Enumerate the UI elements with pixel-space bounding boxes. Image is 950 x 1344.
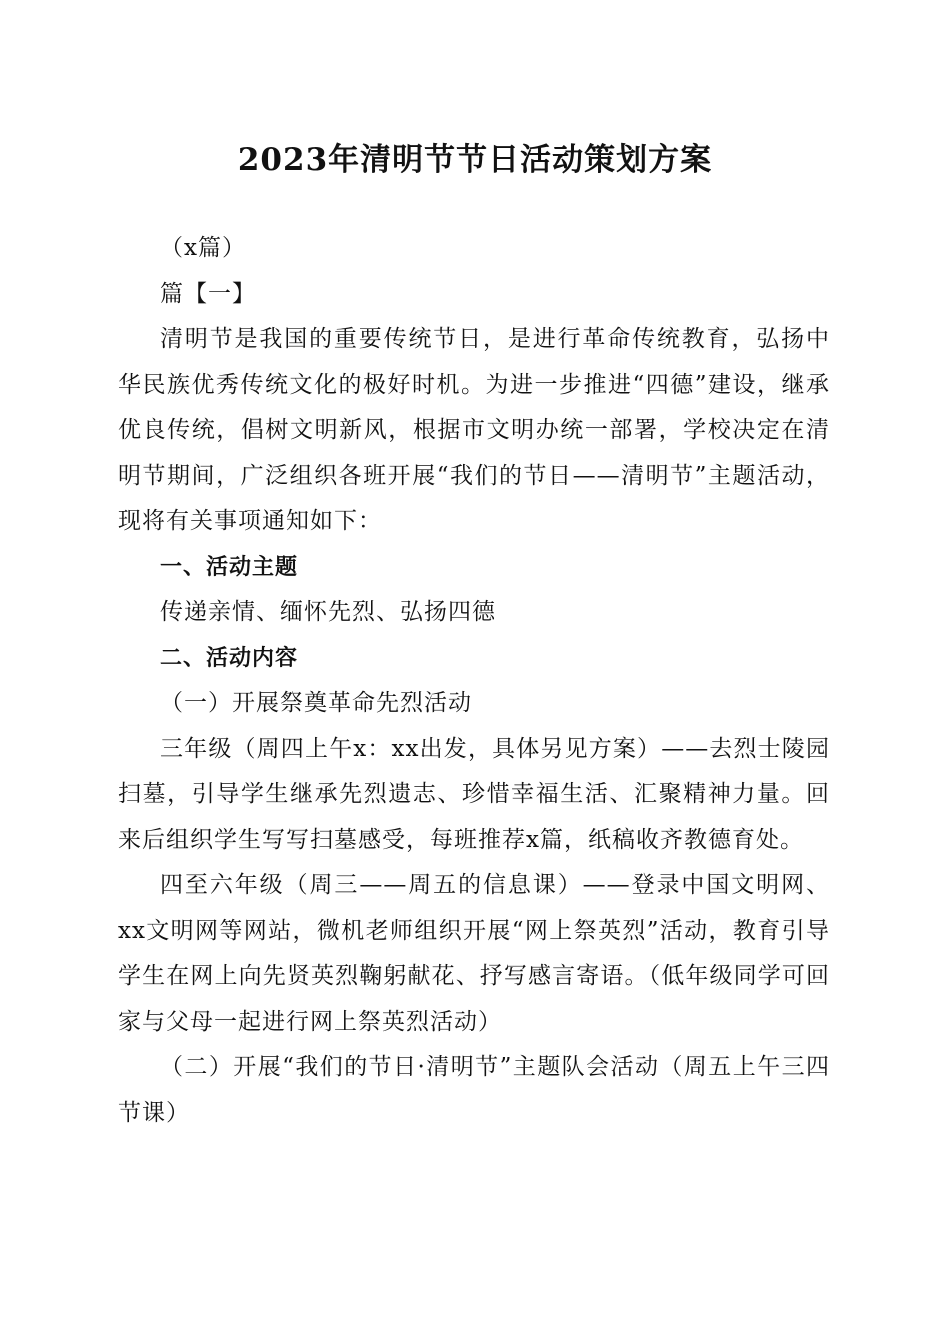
- part-label: 篇【一】: [160, 280, 256, 307]
- sub1-heading: （一）开展祭奠革命先烈活动: [160, 690, 472, 716]
- document-body: [118, 226, 830, 1136]
- intro-paragraph: 清明节是我国的重要传统节日，是进行革命传统教育，弘扬中华民族优秀传统文化的极好时机。为进一步推进“四德”建设，继承优良传统，倡树文明新风，根据市文明办统一部署，学校决定在清明节期间，广泛组织各班开展“我们的节日——清明节”主题活动，现将有关事项通知如下：: [118, 326, 830, 534]
- sub1-paragraph-2: 四至六年级（周三——周五的信息课）——登录中国文明网、xx文明网等网站，微机老师组织开展“网上祭英烈”活动，教育引导学生在网上向先贤英烈鞠躬献花、抒写感言寄语。（低年级同学可回家与父母一起进行网上祭英烈活动）: [118, 872, 830, 1035]
- count-note: （x篇）: [160, 235, 246, 261]
- sub2-heading: （二）开展“我们的节日·清明节”主题队会活动（周五上午三四节课）: [118, 1054, 830, 1126]
- document-title: 2023年清明节节日活动策划方案: [237, 142, 713, 178]
- section1-heading: 一、活动主题: [160, 554, 299, 580]
- section1-text: 传递亲情、缅怀先烈、弘扬四德: [160, 599, 496, 625]
- sub1-paragraph-1: 三年级（周四上午x：xx出发，具体另见方案）——去烈士陵园扫墓，引导学生继承先烈遗志、珍惜幸福生活、汇聚精神力量。回来后组织学生写写扫墓感受，每班推荐x篇，纸稿收齐教德育处。: [118, 735, 830, 853]
- section2-heading: 二、活动内容: [160, 645, 299, 671]
